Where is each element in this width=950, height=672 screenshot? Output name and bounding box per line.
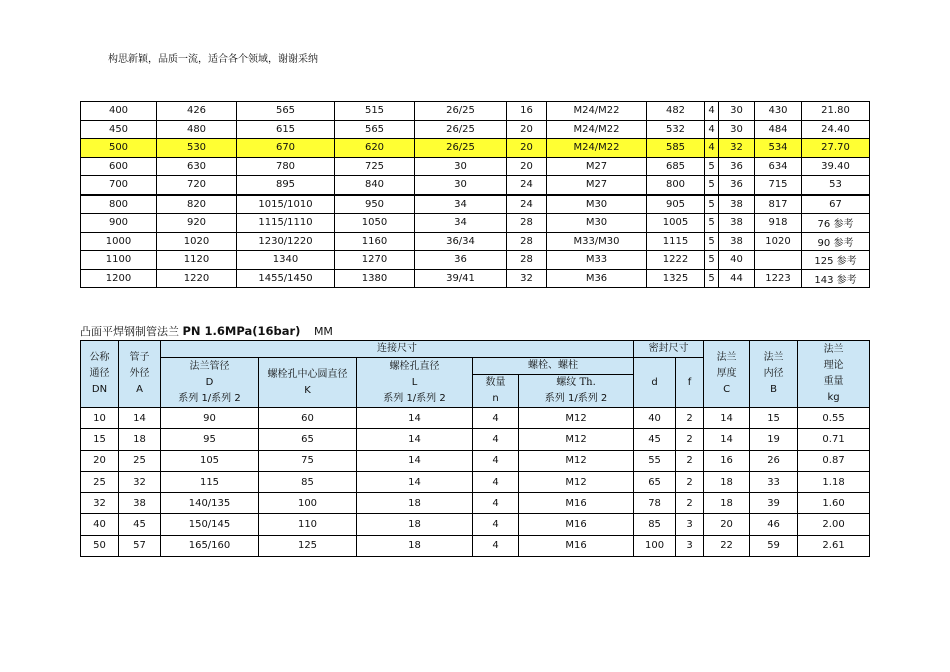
table-cell: 1325 xyxy=(647,269,705,288)
table-cell: 65 xyxy=(259,429,357,450)
table-cell: 780 xyxy=(237,157,335,176)
table-cell: 100 xyxy=(259,493,357,514)
table-cell: 143 参考 xyxy=(802,269,870,288)
table-cell: 40 xyxy=(719,251,755,270)
table-cell: 19 xyxy=(750,429,798,450)
table-row xyxy=(81,232,870,251)
table-cell: 2 xyxy=(676,408,704,429)
table-cell: 600 xyxy=(81,157,157,176)
table-cell: 500 xyxy=(81,139,157,158)
table-cell: 4 xyxy=(473,535,519,556)
table-cell: 1230/1220 xyxy=(237,232,335,251)
header-bolts: 螺栓、螺柱 xyxy=(473,358,634,375)
table-cell: 60 xyxy=(259,408,357,429)
header-seal: 密封尺寸 xyxy=(634,341,704,358)
table-cell: 1020 xyxy=(755,232,802,251)
table-cell: 18 xyxy=(704,471,750,492)
table-cell: 140/135 xyxy=(161,493,259,514)
table-cell: 40 xyxy=(81,514,119,535)
table-cell: 57 xyxy=(119,535,161,556)
table-cell: 2.00 xyxy=(798,514,870,535)
table-row xyxy=(81,139,870,158)
table-cell: 20 xyxy=(507,120,547,139)
table-cell: M16 xyxy=(519,535,634,556)
table-cell: 2 xyxy=(676,429,704,450)
table-cell: M33 xyxy=(547,251,647,270)
table-cell: 34 xyxy=(415,195,507,214)
table-cell: 39.40 xyxy=(802,157,870,176)
header-bolt-hole: 螺栓孔直径 L 系列 1/系列 2 xyxy=(357,358,473,408)
table-cell: 670 xyxy=(237,139,335,158)
table-cell: 1005 xyxy=(647,214,705,233)
table-cell: 30 xyxy=(415,176,507,195)
table-cell: 820 xyxy=(157,195,237,214)
table-row xyxy=(81,408,870,429)
table-cell: 430 xyxy=(755,102,802,121)
table-cell: 4 xyxy=(473,450,519,471)
table-cell: 90 xyxy=(161,408,259,429)
table-row xyxy=(81,176,870,195)
table-cell: 685 xyxy=(647,157,705,176)
table-cell: 21.80 xyxy=(802,102,870,121)
table-cell: 14 xyxy=(704,408,750,429)
table-cell: 0.87 xyxy=(798,450,870,471)
table-cell: M16 xyxy=(519,514,634,535)
table-cell: M27 xyxy=(547,157,647,176)
table-title-prefix: 凸面平焊钢制管法兰 xyxy=(80,325,179,338)
table-cell: 14 xyxy=(119,408,161,429)
table-cell: 2 xyxy=(676,493,704,514)
table-cell: 1050 xyxy=(335,214,415,233)
table-row xyxy=(81,450,870,471)
header-dn: 公称 通径 DN xyxy=(81,341,119,408)
table-cell: 4 xyxy=(705,120,719,139)
table-cell: 85 xyxy=(634,514,676,535)
table-cell: 1020 xyxy=(157,232,237,251)
table-cell: 14 xyxy=(357,429,473,450)
table-cell: 5 xyxy=(705,269,719,288)
table-cell: 5 xyxy=(705,214,719,233)
table-cell: 36 xyxy=(719,176,755,195)
table-title-pressure: PN 1.6MPa(16bar) xyxy=(182,324,301,338)
table-cell: 800 xyxy=(647,176,705,195)
table-cell: 76 参考 xyxy=(802,214,870,233)
table-cell: 725 xyxy=(335,157,415,176)
table-cell: 65 xyxy=(634,471,676,492)
table-cell: 33 xyxy=(750,471,798,492)
table-cell: 14 xyxy=(357,450,473,471)
table-cell: 32 xyxy=(507,269,547,288)
flange-table-continued xyxy=(80,101,870,288)
table-cell: 30 xyxy=(415,157,507,176)
table-cell: 634 xyxy=(755,157,802,176)
table-title-unit: MM xyxy=(313,325,333,338)
table-cell: 905 xyxy=(647,195,705,214)
table-cell: 900 xyxy=(81,214,157,233)
table-cell: 32 xyxy=(719,139,755,158)
table-cell: 15 xyxy=(81,429,119,450)
table-cell: 20 xyxy=(81,450,119,471)
table-cell: 18 xyxy=(357,514,473,535)
table-cell: 59 xyxy=(750,535,798,556)
table-cell: 620 xyxy=(335,139,415,158)
table-cell: 482 xyxy=(647,102,705,121)
table-cell: 95 xyxy=(161,429,259,450)
table-cell: 700 xyxy=(81,176,157,195)
table-cell: 30 xyxy=(719,120,755,139)
table-cell: 2.61 xyxy=(798,535,870,556)
table-cell: 28 xyxy=(507,232,547,251)
table-cell: 4 xyxy=(705,102,719,121)
table-cell: 32 xyxy=(81,493,119,514)
table-cell: 895 xyxy=(237,176,335,195)
table-cell: 39/41 xyxy=(415,269,507,288)
table-cell: 28 xyxy=(507,214,547,233)
table-cell: 530 xyxy=(157,139,237,158)
table-cell: 32 xyxy=(119,471,161,492)
table-cell: M30 xyxy=(547,214,647,233)
table-cell: 15 xyxy=(750,408,798,429)
header-thread: 螺纹 Th. 系列 1/系列 2 xyxy=(519,375,634,408)
table-cell: 515 xyxy=(335,102,415,121)
table-cell: 720 xyxy=(157,176,237,195)
table-cell: 918 xyxy=(755,214,802,233)
table-cell: 1270 xyxy=(335,251,415,270)
table-cell: 1160 xyxy=(335,232,415,251)
table-cell: 125 xyxy=(259,535,357,556)
header-connection: 连接尺寸 xyxy=(161,341,634,358)
table-cell: 28 xyxy=(507,251,547,270)
table-cell: 817 xyxy=(755,195,802,214)
table-cell: 105 xyxy=(161,450,259,471)
table-cell: 5 xyxy=(705,157,719,176)
table-cell: 25 xyxy=(81,471,119,492)
table-row xyxy=(81,102,870,121)
header-inner-diameter: 法兰 内径 B xyxy=(750,341,798,408)
table-cell: 4 xyxy=(473,408,519,429)
table-row xyxy=(81,471,870,492)
slogan-text: 构思新颖，品质一流，适合各个领域，谢谢采纳 xyxy=(108,54,318,65)
table-cell: M24/M22 xyxy=(547,139,647,158)
table-cell: 14 xyxy=(357,471,473,492)
table-cell: 20 xyxy=(704,514,750,535)
table-cell: 1115 xyxy=(647,232,705,251)
table-cell: 27.70 xyxy=(802,139,870,158)
table-cell: 18 xyxy=(357,493,473,514)
table-cell: 5 xyxy=(705,195,719,214)
table-cell: 4 xyxy=(473,493,519,514)
table-cell: 1380 xyxy=(335,269,415,288)
table-row xyxy=(81,214,870,233)
table-row xyxy=(81,514,870,535)
table-cell: 40 xyxy=(634,408,676,429)
table-cell: M12 xyxy=(519,450,634,471)
table-cell: 55 xyxy=(634,450,676,471)
table-cell: M24/M22 xyxy=(547,120,647,139)
table-cell: 1115/1110 xyxy=(237,214,335,233)
table-cell: 1015/1010 xyxy=(237,195,335,214)
table-cell: 0.55 xyxy=(798,408,870,429)
table-cell: 5 xyxy=(705,251,719,270)
flange-table-pn16 xyxy=(80,340,870,557)
table-cell: 426 xyxy=(157,102,237,121)
table-row xyxy=(81,269,870,288)
table-row xyxy=(81,120,870,139)
table-cell: M12 xyxy=(519,429,634,450)
header-seal-d: d xyxy=(634,358,676,408)
table-cell: 20 xyxy=(507,157,547,176)
table-cell: 24 xyxy=(507,195,547,214)
header-thickness: 法兰 厚度 C xyxy=(704,341,750,408)
table-cell: 480 xyxy=(157,120,237,139)
table-cell: 4 xyxy=(473,471,519,492)
table-cell: 18 xyxy=(704,493,750,514)
table-cell: 25 xyxy=(119,450,161,471)
table-row xyxy=(81,195,870,214)
header-outer-diameter: 管子 外径 A xyxy=(119,341,161,408)
header-weight: 法兰 理论 重量 kg xyxy=(798,341,870,408)
table-cell: 38 xyxy=(719,195,755,214)
table-cell: 2 xyxy=(676,471,704,492)
table-cell: 565 xyxy=(237,102,335,121)
table-cell: 1222 xyxy=(647,251,705,270)
table-cell: 532 xyxy=(647,120,705,139)
header-flange-diameter: 法兰管径 D 系列 1/系列 2 xyxy=(161,358,259,408)
table-cell: 50 xyxy=(81,535,119,556)
table-cell: M12 xyxy=(519,471,634,492)
table-row xyxy=(81,157,870,176)
table-row xyxy=(81,429,870,450)
table-cell: 100 xyxy=(634,535,676,556)
table-cell: 800 xyxy=(81,195,157,214)
table-cell: 1340 xyxy=(237,251,335,270)
table-cell: 75 xyxy=(259,450,357,471)
table-cell: 38 xyxy=(719,214,755,233)
table-cell: 30 xyxy=(719,102,755,121)
table-cell: M30 xyxy=(547,195,647,214)
table-cell: 2 xyxy=(676,450,704,471)
table-cell: 1223 xyxy=(755,269,802,288)
table-cell: 20 xyxy=(507,139,547,158)
table-cell: 1000 xyxy=(81,232,157,251)
header-seal-f: f xyxy=(676,358,704,408)
table-cell: 4 xyxy=(473,514,519,535)
table-cell: 36 xyxy=(719,157,755,176)
table-cell: M24/M22 xyxy=(547,102,647,121)
table-cell: 16 xyxy=(507,102,547,121)
table-cell: 110 xyxy=(259,514,357,535)
table-cell: 125 参考 xyxy=(802,251,870,270)
table-cell: 45 xyxy=(634,429,676,450)
table-cell: 150/145 xyxy=(161,514,259,535)
table-cell: 18 xyxy=(119,429,161,450)
table-cell: 400 xyxy=(81,102,157,121)
table-cell: 38 xyxy=(119,493,161,514)
table-cell: 78 xyxy=(634,493,676,514)
table-cell: 26/25 xyxy=(415,102,507,121)
table-cell: 39 xyxy=(750,493,798,514)
table-cell: 450 xyxy=(81,120,157,139)
table-cell: 26 xyxy=(750,450,798,471)
table-cell: 1.60 xyxy=(798,493,870,514)
table-cell: 115 xyxy=(161,471,259,492)
table-cell: 26/25 xyxy=(415,139,507,158)
table-cell xyxy=(755,251,802,270)
table-cell: 950 xyxy=(335,195,415,214)
table-cell: 4 xyxy=(473,429,519,450)
table-cell: 1455/1450 xyxy=(237,269,335,288)
table-cell: 1100 xyxy=(81,251,157,270)
table-cell: 46 xyxy=(750,514,798,535)
table-cell: 85 xyxy=(259,471,357,492)
table-cell: 67 xyxy=(802,195,870,214)
table-cell: 165/160 xyxy=(161,535,259,556)
table-cell: 715 xyxy=(755,176,802,195)
table-cell: M12 xyxy=(519,408,634,429)
table-cell: 3 xyxy=(676,514,704,535)
table-cell: 1200 xyxy=(81,269,157,288)
table-title xyxy=(80,323,333,339)
table-cell: 90 参考 xyxy=(802,232,870,251)
table-cell: 14 xyxy=(704,429,750,450)
table-cell: 534 xyxy=(755,139,802,158)
table-cell: 10 xyxy=(81,408,119,429)
table-cell: 5 xyxy=(705,176,719,195)
table-row xyxy=(81,535,870,556)
table-cell: 34 xyxy=(415,214,507,233)
table-cell: 18 xyxy=(357,535,473,556)
table-cell: M36 xyxy=(547,269,647,288)
table-row xyxy=(81,493,870,514)
table-cell: 26/25 xyxy=(415,120,507,139)
table-cell: 45 xyxy=(119,514,161,535)
table-cell: 14 xyxy=(357,408,473,429)
table-cell: 1.18 xyxy=(798,471,870,492)
table-cell: 36 xyxy=(415,251,507,270)
table-cell: M33/M30 xyxy=(547,232,647,251)
table-cell: 1220 xyxy=(157,269,237,288)
header-bolt-circle: 螺栓孔中心圆直径 K xyxy=(259,358,357,408)
table-cell: 36/34 xyxy=(415,232,507,251)
table-cell: 484 xyxy=(755,120,802,139)
table-cell: M27 xyxy=(547,176,647,195)
table-cell: 24 xyxy=(507,176,547,195)
table-cell: 24.40 xyxy=(802,120,870,139)
table-cell: 44 xyxy=(719,269,755,288)
table-cell: 615 xyxy=(237,120,335,139)
table-cell: 4 xyxy=(705,139,719,158)
table-cell: 920 xyxy=(157,214,237,233)
table-cell: 16 xyxy=(704,450,750,471)
table-cell: 38 xyxy=(719,232,755,251)
table-cell: 53 xyxy=(802,176,870,195)
table-cell: 3 xyxy=(676,535,704,556)
table-cell: 1120 xyxy=(157,251,237,270)
table-cell: 22 xyxy=(704,535,750,556)
table-cell: 840 xyxy=(335,176,415,195)
header-bolt-count: 数量 n xyxy=(473,375,519,408)
table-cell: 5 xyxy=(705,232,719,251)
table-cell: 585 xyxy=(647,139,705,158)
table-cell: 565 xyxy=(335,120,415,139)
table-cell: M16 xyxy=(519,493,634,514)
table-cell: 630 xyxy=(157,157,237,176)
table-cell: 0.71 xyxy=(798,429,870,450)
table-row xyxy=(81,251,870,270)
